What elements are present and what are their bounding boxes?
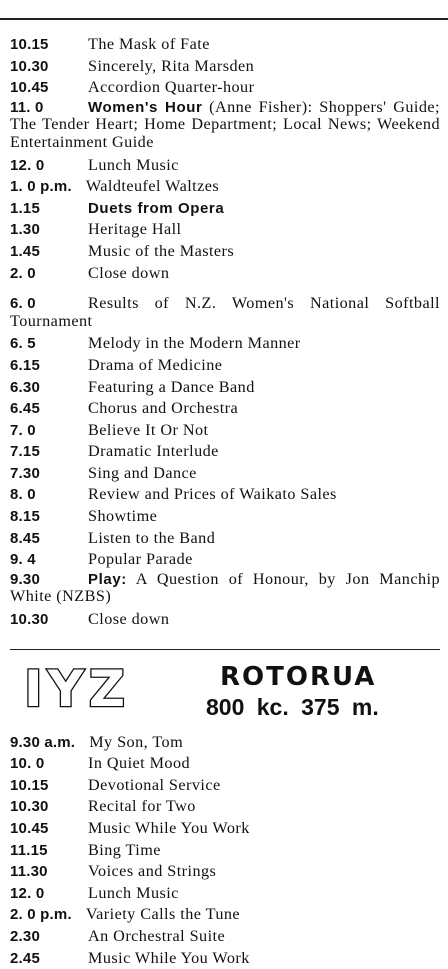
program-time: 11.30 [10, 863, 48, 881]
program-title: Melody in the Modern Manner [88, 334, 301, 353]
program-title: Music of the Masters [88, 241, 235, 260]
program-time: 9.30 [10, 570, 40, 588]
program-entry [10, 355, 440, 377]
program-entry [10, 753, 440, 775]
program-time: 2.30 [10, 927, 40, 945]
program-entry [10, 775, 440, 797]
wavelength-value: 375 m. [301, 693, 379, 720]
program-title: Featuring a Dance Band [88, 377, 255, 396]
program-title-bold: Duets from Opera [88, 199, 225, 217]
program-title: Variety Calls the Tune [85, 905, 241, 924]
program-entry [10, 198, 440, 220]
program-time: 1.30 [10, 221, 40, 239]
program-entry [10, 861, 440, 883]
program-time: 10.45 [10, 820, 49, 837]
program-title: Showtime [88, 507, 158, 526]
program-time: 6. 0 [10, 295, 36, 313]
program-entry [10, 732, 440, 754]
program-title: Results of N.Z. Women's National Softball Tournament [10, 294, 440, 330]
program-time: 8.15 [10, 508, 40, 526]
program-title: Voices and Strings [88, 862, 217, 881]
station-frequency [206, 694, 379, 721]
program-title: In Quiet Mood [88, 754, 191, 773]
program-title-bold: Women's Hour [88, 98, 203, 116]
program-time: 7.30 [10, 464, 40, 482]
program-title: Drama of Medicine [88, 355, 223, 374]
program-time: 1. 0 p.m. [10, 178, 72, 196]
program-entry [10, 904, 440, 926]
program-time: 12. 0 [10, 884, 45, 902]
program-entry [10, 295, 440, 330]
program-title: Devotional Service [88, 775, 221, 794]
program-title: Close down [88, 610, 170, 629]
station-callsign: IYZ [24, 659, 131, 718]
program-title: Review and Prices of Waikato Sales [88, 485, 337, 504]
program-entry [10, 241, 440, 263]
program-title: A Question of Honour, by Jon Manchip White (NZBS) [10, 569, 440, 606]
program-entry [10, 818, 440, 840]
program-entry [10, 420, 440, 442]
program-title: Lunch Music [88, 155, 179, 174]
program-title: Dramatic Interlude [88, 442, 219, 461]
program-title: Accordion Quarter-hour [88, 78, 255, 97]
program-title: Sincerely, Rita Marsden [88, 56, 255, 75]
program-title: Sing and Dance [88, 463, 197, 482]
program-entry [10, 463, 440, 485]
program-time: 2. 0 p.m. [10, 906, 72, 924]
program-title: (Anne Fisher): Shoppers' Guide; The Tender Heart; Home Department; Local News; Weekend Entertainment Guide [10, 97, 440, 151]
program-title: Heritage Hall [88, 220, 182, 239]
program-title: The Mask of Fate [88, 35, 210, 53]
program-time: 7. 0 [10, 421, 36, 439]
program-time: 10.15 [10, 36, 49, 53]
program-entry [10, 77, 440, 99]
program-title: An Orchestral Suite [88, 926, 226, 945]
program-time: 6. 5 [10, 335, 36, 353]
program-time: 10.30 [10, 611, 49, 629]
program-entry [10, 528, 440, 550]
program-title: Recital for Two [88, 797, 196, 816]
program-time: 10.45 [10, 79, 49, 97]
program-time: 1.15 [10, 199, 40, 217]
program-entry [10, 176, 440, 198]
program-entry [10, 219, 440, 241]
program-entry [10, 398, 440, 420]
program-entry [10, 155, 440, 177]
program-title: Chorus and Orchestra [88, 399, 239, 418]
program-time: 11.15 [10, 841, 48, 859]
program-title: Close down [88, 263, 170, 282]
program-title: Waldteufel Waltzes [85, 177, 220, 196]
program-entry [10, 609, 440, 631]
program-time: 1.45 [10, 242, 40, 260]
station-city: ROTORUA [220, 661, 377, 692]
frequency-value: 800 kc. [206, 693, 289, 720]
program-time: 12. 0 [10, 156, 45, 174]
program-time: 6.30 [10, 378, 40, 396]
program-time: 9.30 a.m. [10, 733, 76, 751]
program-entry [10, 484, 440, 506]
program-time: 6.15 [10, 356, 40, 374]
program-time: 10. 0 [10, 755, 45, 773]
top-rule [0, 18, 448, 20]
program-entry [10, 377, 440, 399]
program-entry [10, 796, 440, 818]
program-entry [10, 333, 440, 355]
program-entry [10, 948, 440, 969]
program-title: Bing Time [88, 840, 161, 859]
program-time: 10.15 [10, 776, 49, 794]
program-entry [10, 840, 440, 862]
program-time: 2. 0 [10, 264, 36, 282]
program-entry [10, 441, 440, 463]
station-header [10, 649, 440, 722]
program-entry [10, 571, 440, 606]
program-entry [10, 263, 440, 285]
program-entry [10, 549, 440, 571]
program-title: Music While You Work [88, 948, 250, 967]
program-entry [10, 34, 440, 56]
program-title: My Son, Tom [89, 732, 184, 751]
program-time: 9. 4 [10, 551, 36, 569]
program-entry [10, 883, 440, 905]
program-entry [10, 926, 440, 948]
program-time: 8. 0 [10, 486, 36, 504]
program-time: 7.15 [10, 443, 40, 461]
program-entry [10, 99, 440, 152]
program-entry [10, 56, 440, 78]
program-title: Popular Parade [88, 550, 193, 569]
program-title: Music While You Work [88, 819, 250, 837]
program-time: 2.45 [10, 949, 40, 967]
program-title: Believe It Or Not [88, 420, 209, 439]
program-section-evening [10, 295, 440, 631]
program-time: 10.30 [10, 57, 49, 75]
program-time: 8.45 [10, 529, 40, 547]
program-title: Listen to the Band [88, 528, 216, 547]
program-time: 10.30 [10, 798, 49, 816]
program-section-rotorua [10, 732, 440, 969]
program-section-morning [10, 34, 440, 284]
program-time: 11. 0 [10, 98, 44, 116]
program-time: 6.45 [10, 400, 40, 418]
radio-listing [10, 34, 440, 969]
program-title: Lunch Music [88, 883, 179, 902]
program-entry [10, 506, 440, 528]
program-title-bold: Play: [88, 570, 127, 588]
